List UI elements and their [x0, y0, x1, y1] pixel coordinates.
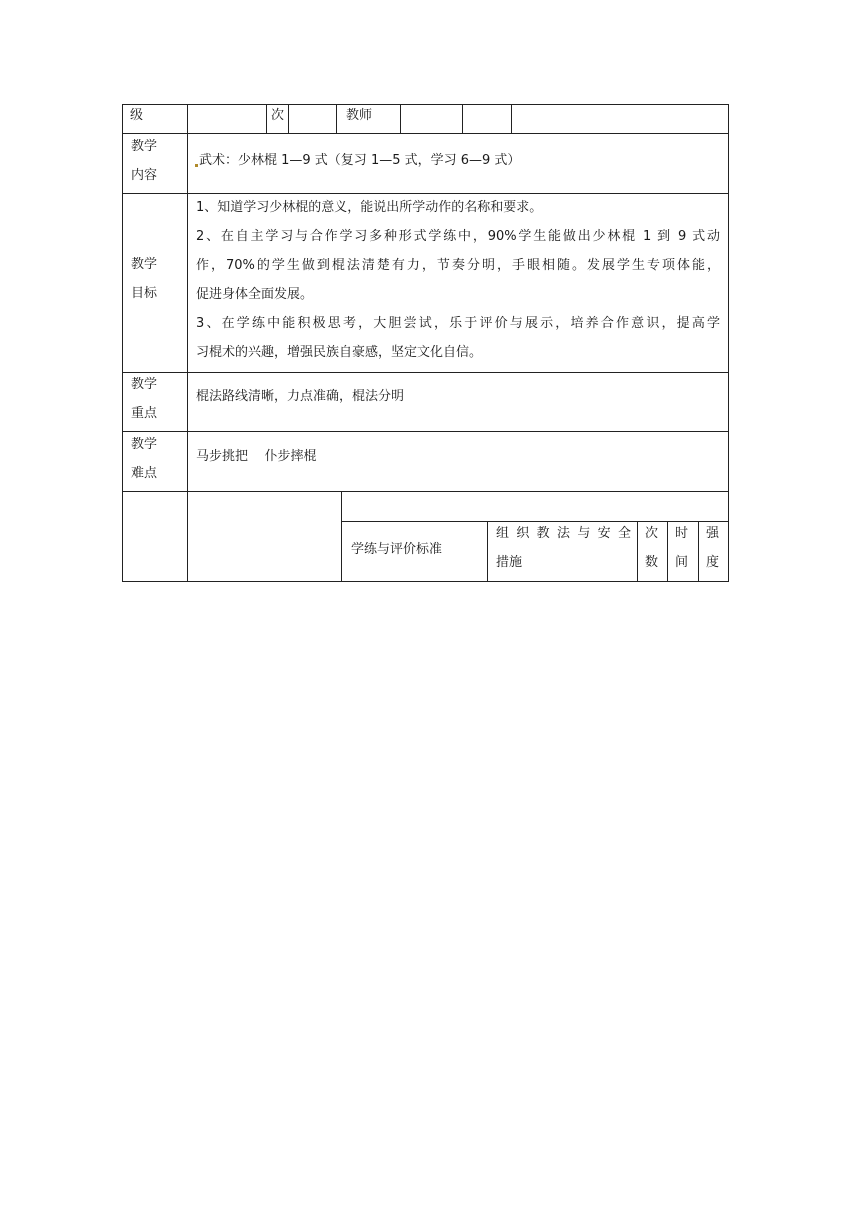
process-divider-times — [637, 521, 638, 582]
header-divider-c — [336, 104, 337, 134]
header-divider-d — [400, 104, 401, 134]
org-header-line1 — [496, 519, 631, 548]
process-divider-org — [487, 521, 488, 582]
row-divider-4 — [122, 431, 729, 432]
label-column-divider — [187, 104, 188, 582]
objectives-label-line1: 教学 — [131, 257, 158, 272]
times-label: 次 — [271, 108, 285, 123]
org-header-line2: 措施 — [496, 555, 523, 570]
criteria-header: 学练与评价标准 — [351, 542, 443, 557]
table-right-border — [728, 104, 729, 582]
header-divider-e — [462, 104, 463, 134]
objective-line-2: 2、在自主学习与合作学习多种形式学练中，90%学生能做出少林棍 1 到 9 式动 — [196, 229, 720, 244]
row-divider-1 — [122, 133, 729, 134]
table-top-border — [122, 104, 729, 105]
content-text — [195, 146, 520, 175]
content-text-value: 武术：少林棍 1—9 式（复习 1—5 式，学习 6—9 式） — [199, 153, 521, 168]
duration-header-line1: 时 — [675, 526, 689, 541]
difficulties-label-line2: 难点 — [131, 466, 158, 481]
times-header-line1: 次 — [645, 526, 659, 541]
intensity-header-line1: 强 — [706, 526, 720, 541]
objective-line-4: 促进身体全面发展。 — [196, 287, 314, 302]
objectives-label-line2: 目标 — [131, 286, 158, 301]
teacher-label: 教师 — [346, 108, 373, 123]
duration-header-line2: 间 — [675, 555, 689, 570]
times-header-line2: 数 — [645, 555, 659, 570]
intensity-header-line2: 度 — [706, 555, 720, 570]
content-label-line1: 教学 — [131, 139, 158, 154]
process-divider-intensity — [698, 521, 699, 582]
row-divider-3 — [122, 372, 729, 373]
grade-label: 级 — [130, 108, 144, 123]
anchor-mark-icon — [195, 164, 198, 167]
header-divider-f — [511, 104, 512, 134]
objective-line-6: 习棍术的兴趣，增强民族自豪感，坚定文化自信。 — [196, 345, 483, 360]
key-points-label-line2: 重点 — [131, 406, 158, 421]
content-label-line2: 内容 — [131, 168, 158, 183]
difficulties-text: 马步挑把 仆步摔棍 — [196, 449, 317, 464]
process-divider-duration — [667, 521, 668, 582]
header-divider-a — [266, 104, 267, 134]
table-left-border — [122, 104, 123, 582]
objective-line-3: 作，70%的学生做到棍法清楚有力，节奏分明，手眼相随。发展学生专项体能， — [196, 258, 720, 273]
difficulties-label-line1: 教学 — [131, 437, 158, 452]
key-points-text: 棍法路线清晰，力点准确，棍法分明 — [196, 389, 405, 404]
header-divider-b — [288, 104, 289, 134]
org-header-line1-text: 组织教法与安全 — [496, 526, 631, 541]
key-points-label-line1: 教学 — [131, 377, 158, 392]
objective-line-1: 1、知道学习少林棍的意义，能说出所学动作的名称和要求。 — [196, 200, 543, 215]
row-divider-5 — [122, 491, 729, 492]
objective-line-5: 3、在学练中能积极思考，大胆尝试，乐于评价与展示，培养合作意识，提高学 — [196, 316, 720, 331]
process-divider-left — [341, 491, 342, 582]
